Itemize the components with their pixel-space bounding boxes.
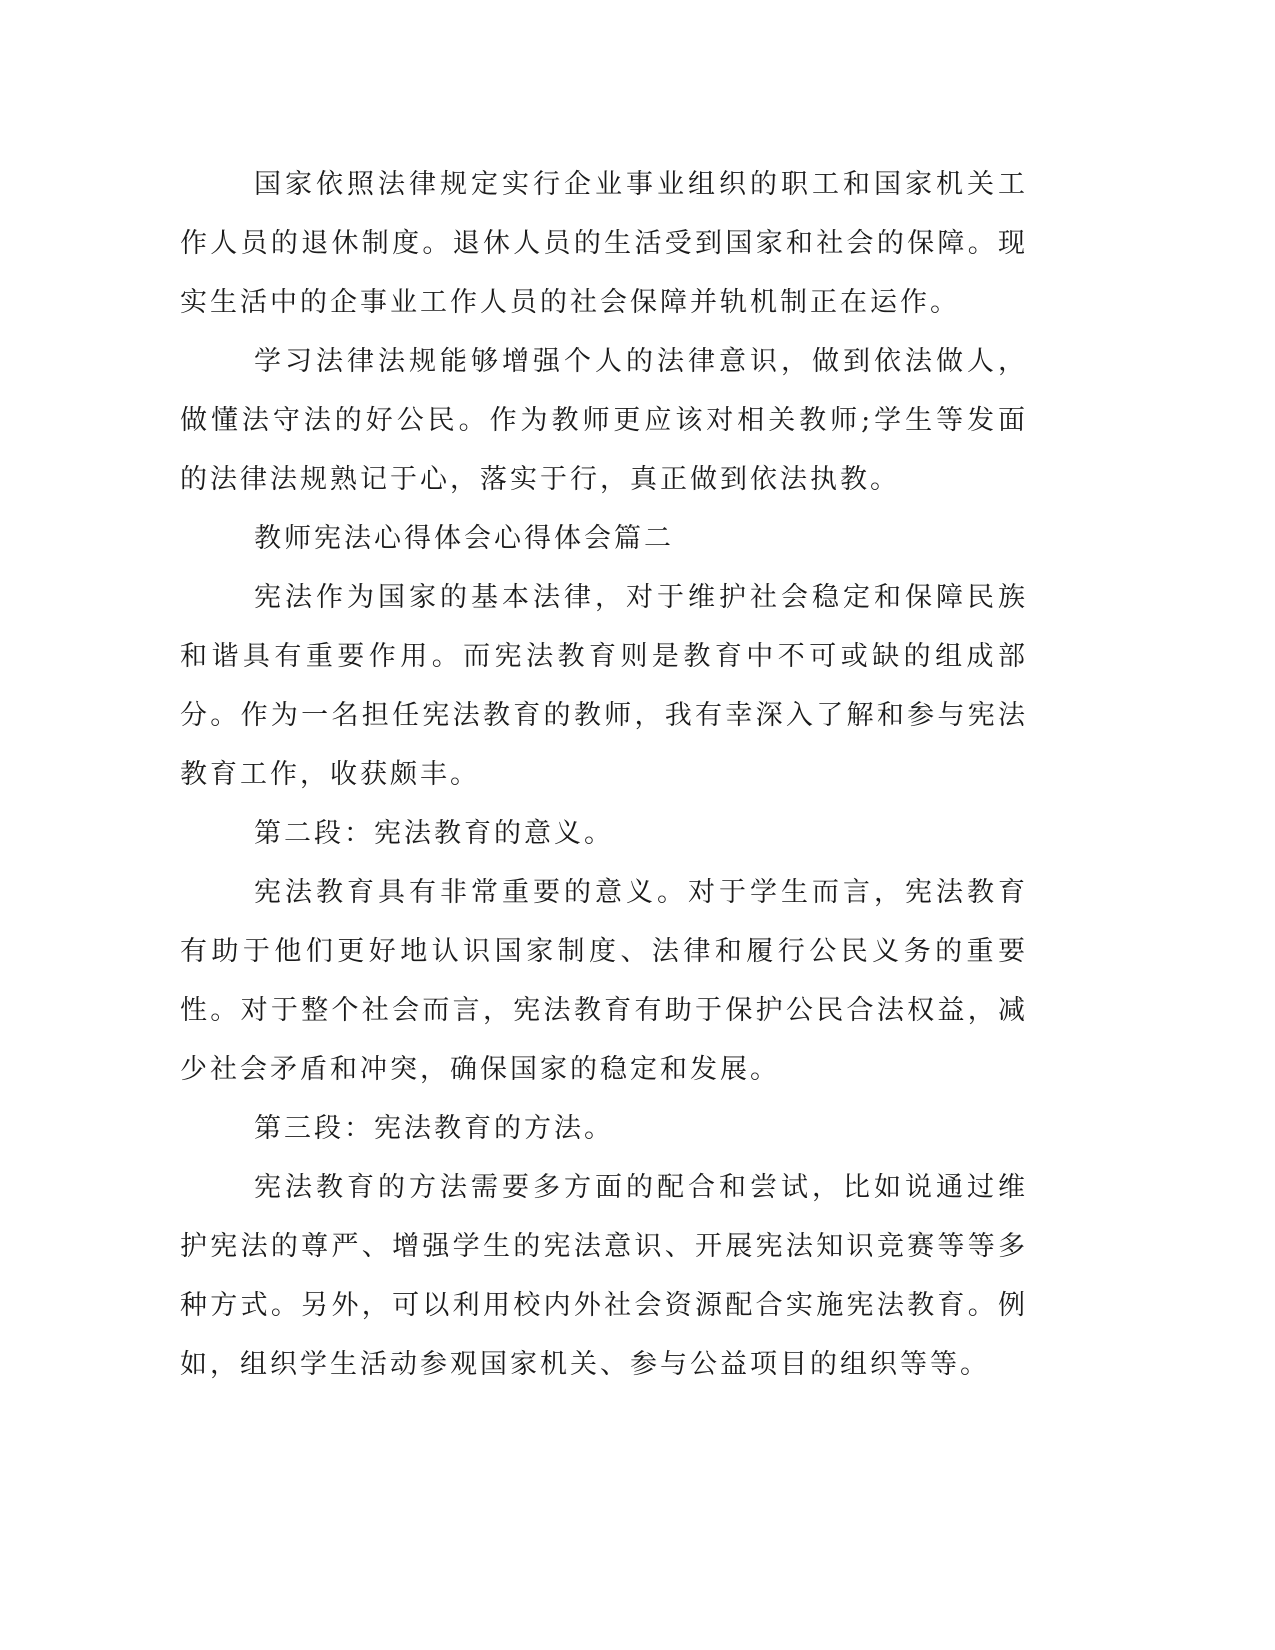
paragraph-learning-law: 学习法律法规能够增强个人的法律意识，做到依法做人，做懂法守法的好公民。作为教师更应该对相关教师;学生等发面的法律法规熟记于心，落实于行，真正做到依法执教。 [180,346,1028,495]
section-heading-meaning: 第二段：宪法教育的意义。 [254,818,614,849]
paragraph-constitution-intro: 宪法作为国家的基本法律，对于维护社会稳定和保障民族和谐具有重要作用。而宪法教育则是教育中不可或缺的组成部分。作为一名担任宪法教育的教师，我有幸深入了解和参与宪法教育工作，收获颇丰。 [180,582,1028,790]
paragraph-retirement-system: 国家依照法律规定实行企业事业组织的职工和国家机关工作人员的退休制度。退休人员的生活受到国家和社会的保障。现实生活中的企事业工作人员的社会保障并轨机制正在运作。 [180,169,1028,318]
section-heading-part-two: 教师宪法心得体会心得体会篇二 [254,523,674,554]
paragraph-methods: 宪法教育的方法需要多方面的配合和尝试，比如说通过维护宪法的尊严、增强学生的宪法意识、开展宪法知识竞赛等等多种方式。另外，可以利用校内外社会资源配合实施宪法教育。例如，组织学生活动参观国家机关、参与公益项目的组织等等。 [180,1172,1028,1380]
document-body [180,155,1028,1394]
paragraph-meaning: 宪法教育具有非常重要的意义。对于学生而言，宪法教育有助于他们更好地认识国家制度、法律和履行公民义务的重要性。对于整个社会而言，宪法教育有助于保护公民合法权益，减少社会矛盾和冲突，确保国家的稳定和发展。 [180,877,1028,1085]
section-heading-methods: 第三段：宪法教育的方法。 [254,1113,614,1144]
